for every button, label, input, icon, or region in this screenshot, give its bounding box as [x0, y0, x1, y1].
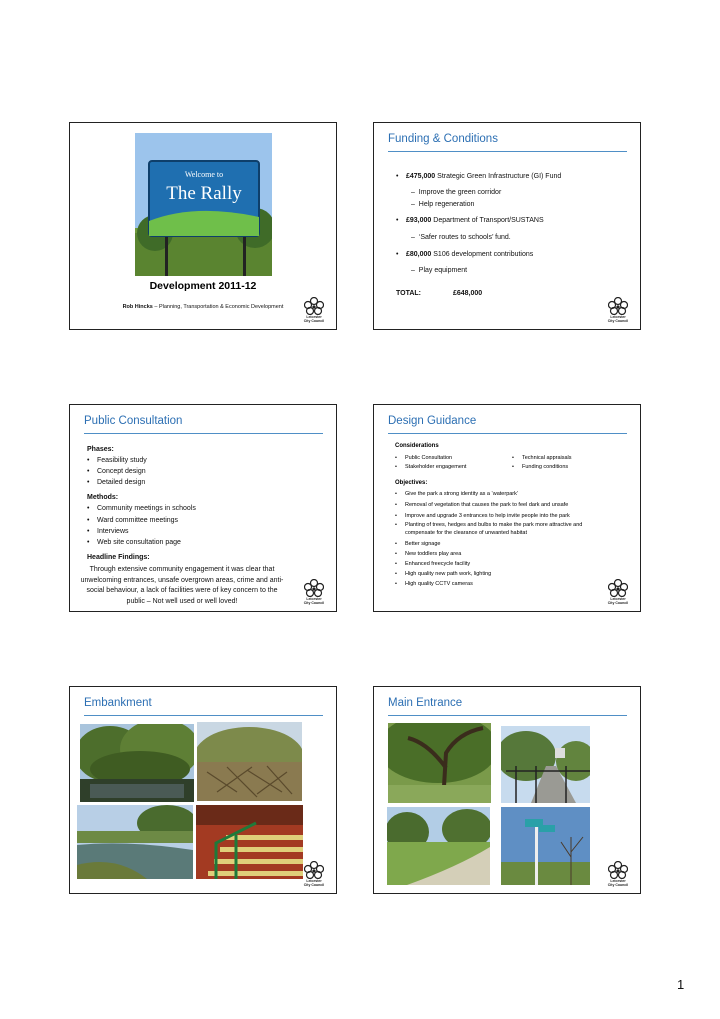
entrance-photo-3 [387, 807, 490, 885]
sign-welcome: Welcome to [184, 170, 224, 179]
list-item: • Removal of vegetation that causes the park to feel dark and unsafe [395, 502, 569, 508]
slide-public-consultation [69, 404, 337, 612]
cinquefoil-icon [608, 579, 628, 597]
objectives-heading: Objectives: [395, 480, 428, 486]
funding-item: • £80,000 S106 development contributions [396, 251, 534, 258]
embankment-photo-4 [196, 805, 303, 879]
entrance-photo-2 [501, 726, 590, 803]
funding-subitem: – Improve the green corridor [411, 189, 502, 196]
slide-funding [373, 122, 641, 330]
slide-development [69, 122, 337, 330]
findings-text: Through extensive community engagement it was clear that unwelcoming entrances, unsafe overgrown areas, crime and anti- social behaviour, a lack of facilities were of key concern to the public – Not well used or well loved! [80, 566, 284, 605]
slide-title: Design Guidance [388, 415, 477, 427]
findings-heading: Headline Findings: [87, 554, 150, 561]
title-rule [388, 433, 627, 434]
sign-name: The Rally [166, 183, 242, 204]
author-line [70, 304, 336, 310]
list-item: • Technical appraisals [512, 455, 572, 461]
list-item: • Community meetings in schools [87, 505, 196, 512]
title-rule [388, 715, 627, 716]
cinquefoil-icon [304, 297, 324, 315]
funding-subitem: – ‘Safer routes to schools’ fund. [411, 234, 511, 241]
list-item: • Funding conditions [512, 464, 569, 470]
title-rule [84, 715, 323, 716]
entrance-photo-1 [388, 723, 491, 803]
list-item: • Planting of trees, hedges and bulbs to make the park more attractive and [395, 522, 583, 528]
list-item: • Ward committee meetings [87, 517, 179, 524]
cinquefoil-icon [304, 861, 324, 879]
list-item: • Stakeholder engagement [395, 464, 467, 470]
embankment-photo-2 [197, 722, 302, 801]
list-item: • New toddlers play area [395, 551, 462, 557]
list-item: • Feasibility study [87, 457, 147, 464]
considerations-heading: Considerations [395, 443, 439, 449]
cinquefoil-icon [304, 579, 324, 597]
council-logo: Leicester City Council [604, 297, 632, 323]
list-item: • Detailed design [87, 479, 146, 486]
total-value: £648,000 [453, 290, 483, 297]
slide-title: Embankment [84, 697, 152, 709]
cinquefoil-icon [608, 297, 628, 315]
slide-title: Public Consultation [84, 415, 183, 427]
list-item: • Give the park a strong identity as a ‘waterpark’ [395, 491, 519, 497]
list-item: • Improve and upgrade 3 entrances to help invite people into the park [395, 513, 570, 519]
embankment-photo-1 [80, 724, 194, 802]
list-item: • Better signage [395, 541, 441, 547]
list-item: • High quality new path work, lighting [395, 571, 492, 577]
council-logo [300, 297, 328, 323]
title-rule [84, 433, 323, 434]
council-logo: Leicester City Council [604, 861, 632, 887]
author-role: – Planning, Transportation & Economic Development [154, 304, 284, 310]
methods-heading: Methods: [87, 494, 119, 501]
entrance-photo-4 [501, 807, 590, 885]
funding-item: • £93,000 Department of Transport/SUSTANS [396, 217, 544, 224]
slide-title: Main Entrance [388, 697, 463, 709]
total-label: TOTAL: [396, 290, 422, 297]
list-item: • Interviews [87, 528, 129, 535]
council-logo: Leicester City Council [300, 579, 328, 605]
logo-line2: City Council [303, 319, 325, 323]
page-number: 1 [677, 977, 685, 992]
list-item: • Public Consultation [395, 455, 453, 461]
cinquefoil-icon [608, 861, 628, 879]
slide-main-entrance [373, 686, 641, 894]
funding-subitem: – Help regeneration [411, 201, 475, 208]
slide-title: Development 2011-12 [149, 280, 257, 292]
slide-design-guidance [373, 404, 641, 612]
council-logo: Leicester City Council [604, 579, 632, 605]
funding-subitem: – Play equipment [411, 267, 468, 274]
embankment-photo-3 [77, 805, 193, 879]
title-rule [388, 151, 627, 152]
funding-item: • £475,000 Strategic Green Infrastructure (GI) Fund [396, 173, 562, 180]
list-item-continued: compensate for the clearance of unwanted habitat [405, 530, 527, 536]
author-name: Rob Hincks [122, 304, 153, 310]
rally-sign-photo [135, 133, 272, 276]
council-logo: Leicester City Council [300, 861, 328, 887]
logo-line1: Leicester [306, 315, 322, 319]
phases-heading: Phases: [87, 446, 114, 453]
slide-title: Funding & Conditions [388, 133, 498, 145]
list-item: • Concept design [87, 468, 146, 475]
list-item: • High quality CCTV cameras [395, 581, 473, 587]
slide-embankment [69, 686, 337, 894]
list-item: • Web site consultation page [87, 539, 181, 546]
list-item: • Enhanced freecycle facility [395, 561, 471, 567]
